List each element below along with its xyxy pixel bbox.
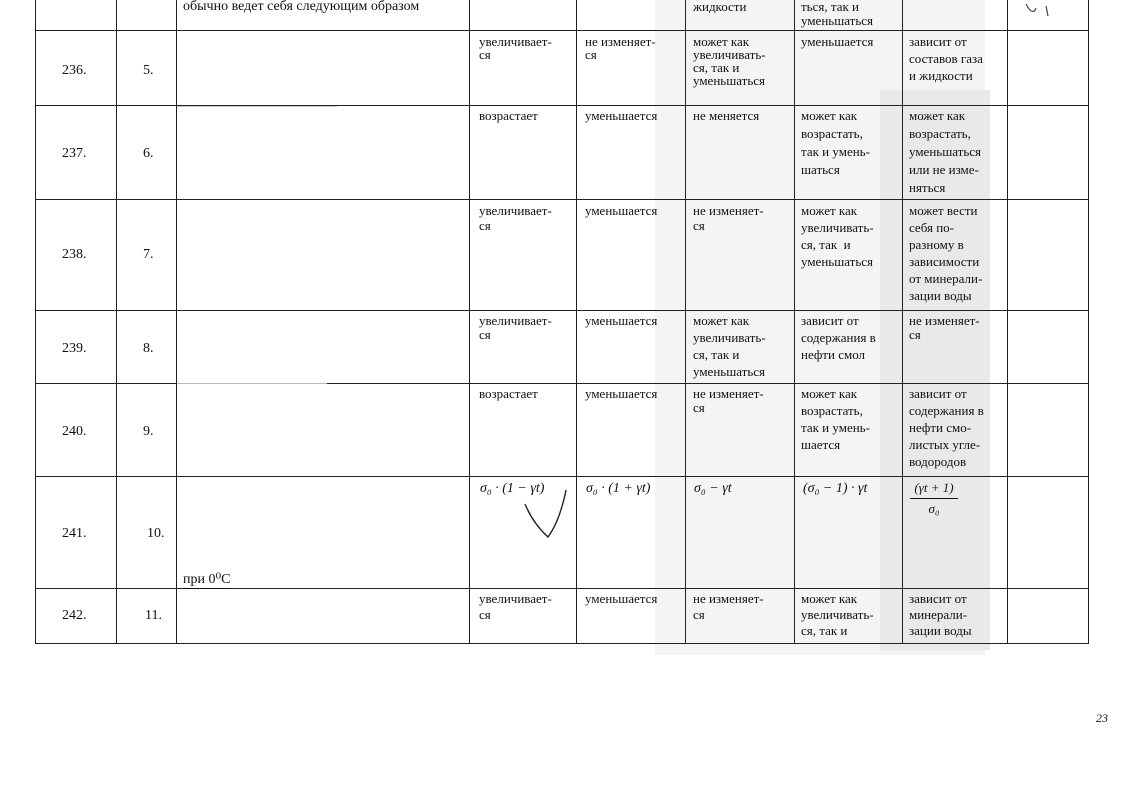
answer-e: листых угле- [909,437,981,452]
answer-e: содержания в [909,403,984,418]
answer-c: может как [693,34,750,49]
answer-d: возрастать, [801,126,863,141]
answer-d: ся, так и [801,237,851,252]
answer-b: не изменяет- [585,34,656,49]
answer-d: может как [801,591,858,606]
scan-artifact-line [177,383,327,384]
answer-e: разному в [909,237,964,252]
row-subnumber: 9. [143,424,154,439]
header-c6-line1: ться, так и [801,0,859,14]
fraction-numerator: (γt + 1) [914,480,954,495]
scan-artifact-line [177,106,337,107]
answer-e: ся [909,327,921,342]
answer-e: зависимости [909,254,980,269]
answer-e: минерали- [909,607,968,622]
answer-e: уменьшаться [909,144,982,159]
answer-e: себя по- [909,220,955,235]
fraction-denominator: σ₀ [928,501,940,516]
handwritten-mark-icon [1020,0,1060,20]
header-c6-line2: уменьшаться [801,13,874,28]
answer-d: ся, так и [801,623,848,638]
answer-e: и жидкости [909,68,973,83]
answer-a: возрастает [479,386,538,401]
answer-e: зависит от [909,591,967,606]
row-number: 239. [62,341,87,356]
answer-a: ся [479,607,491,622]
answer-d: уменьшается [801,34,874,49]
row-subnumber: 8. [143,341,154,356]
answer-a: возрастает [479,108,538,123]
row-number: 242. [62,608,87,623]
answer-c: не изменяет- [693,203,764,218]
answer-b: уменьшается [585,203,658,218]
answer-e: зависит от [909,386,967,401]
answer-d: может как [801,386,858,401]
row-number: 238. [62,247,87,262]
handwritten-checkmark-icon [520,482,580,542]
question-condition: при 0⁰С [183,572,231,587]
answer-b: уменьшается [585,108,658,123]
answer-c: уменьшаться [693,364,766,379]
row-number: 237. [62,146,87,161]
answer-e: водородов [909,454,967,469]
row-number: 236. [62,63,87,78]
formula-d: (σ₀ − 1) · γt [803,481,868,496]
row-number: 241. [62,526,87,541]
answer-a: ся [479,218,491,233]
answer-b: ся [585,47,597,62]
answer-e: может как [909,108,966,123]
page-mark: 23 [1096,711,1108,725]
row-subnumber: 5. [143,63,154,78]
answer-b: уменьшается [585,313,658,328]
answer-d: может как [801,203,858,218]
answer-c: ся [693,607,705,622]
answer-d: увеличивать- [801,220,874,235]
answer-d: шается [801,437,841,452]
answer-e: возрастать, [909,126,971,141]
answer-c: ся [693,400,705,415]
answer-d: может как [801,108,858,123]
answer-d: содержания в [801,330,876,345]
row-subnumber: 7. [143,247,154,262]
formula-a: σ₀ · (1 − γt) [480,481,545,496]
answer-e: няться [909,180,946,195]
answer-e: может вести [909,203,978,218]
answer-d: возрастать, [801,403,863,418]
answer-c: может как [693,313,750,328]
answer-d: увеличивать- [801,607,874,622]
answer-e: от минерали- [909,271,983,286]
question-text: обычно ведет себя следующим образом [183,0,420,14]
answer-d: так и умень- [801,420,870,435]
answer-b: уменьшается [585,386,658,401]
answer-a: увеличивает- [479,34,552,49]
answer-a: увеличивает- [479,313,552,328]
answer-b: уменьшается [585,591,658,606]
answer-c: не меняется [693,108,760,123]
answer-c: не изменяет- [693,591,764,606]
answer-c: ся, так и [693,347,740,362]
answer-e: зации воды [909,623,972,638]
formula-b: σ₀ · (1 + γt) [586,481,651,496]
answer-a: увеличивает- [479,591,552,606]
answer-e: нефти смо- [909,420,972,435]
row-number: 240. [62,424,87,439]
answer-e: не изменяет- [909,313,980,328]
formula-e [910,480,958,517]
answer-a: увеличивает- [479,203,552,218]
answer-c: ся [693,218,705,233]
answer-e: или не изме- [909,162,979,177]
answer-c: увеличивать- [693,47,766,62]
answer-c: уменьшаться [693,73,766,88]
answer-e: зависит от [909,34,967,49]
row-subnumber: 11. [145,608,162,623]
answer-c: не изменяет- [693,386,764,401]
row-subnumber: 6. [143,146,154,161]
answer-e: зации воды [909,288,972,303]
answer-d: шаться [801,162,840,177]
answer-c: увеличивать- [693,330,766,345]
answer-d: так и умень- [801,144,870,159]
answer-a: ся [479,47,491,62]
row-subnumber: 10. [147,526,165,541]
header-c5: жидкости [693,0,747,14]
answer-a: ся [479,327,491,342]
answer-d: зависит от [801,313,859,328]
answer-d: уменьшаться [801,254,874,269]
answer-d: нефти смол [801,347,866,362]
answer-c: ся, так и [693,60,740,75]
formula-c: σ₀ − γt [694,481,732,496]
answer-e: составов газа [909,51,983,66]
